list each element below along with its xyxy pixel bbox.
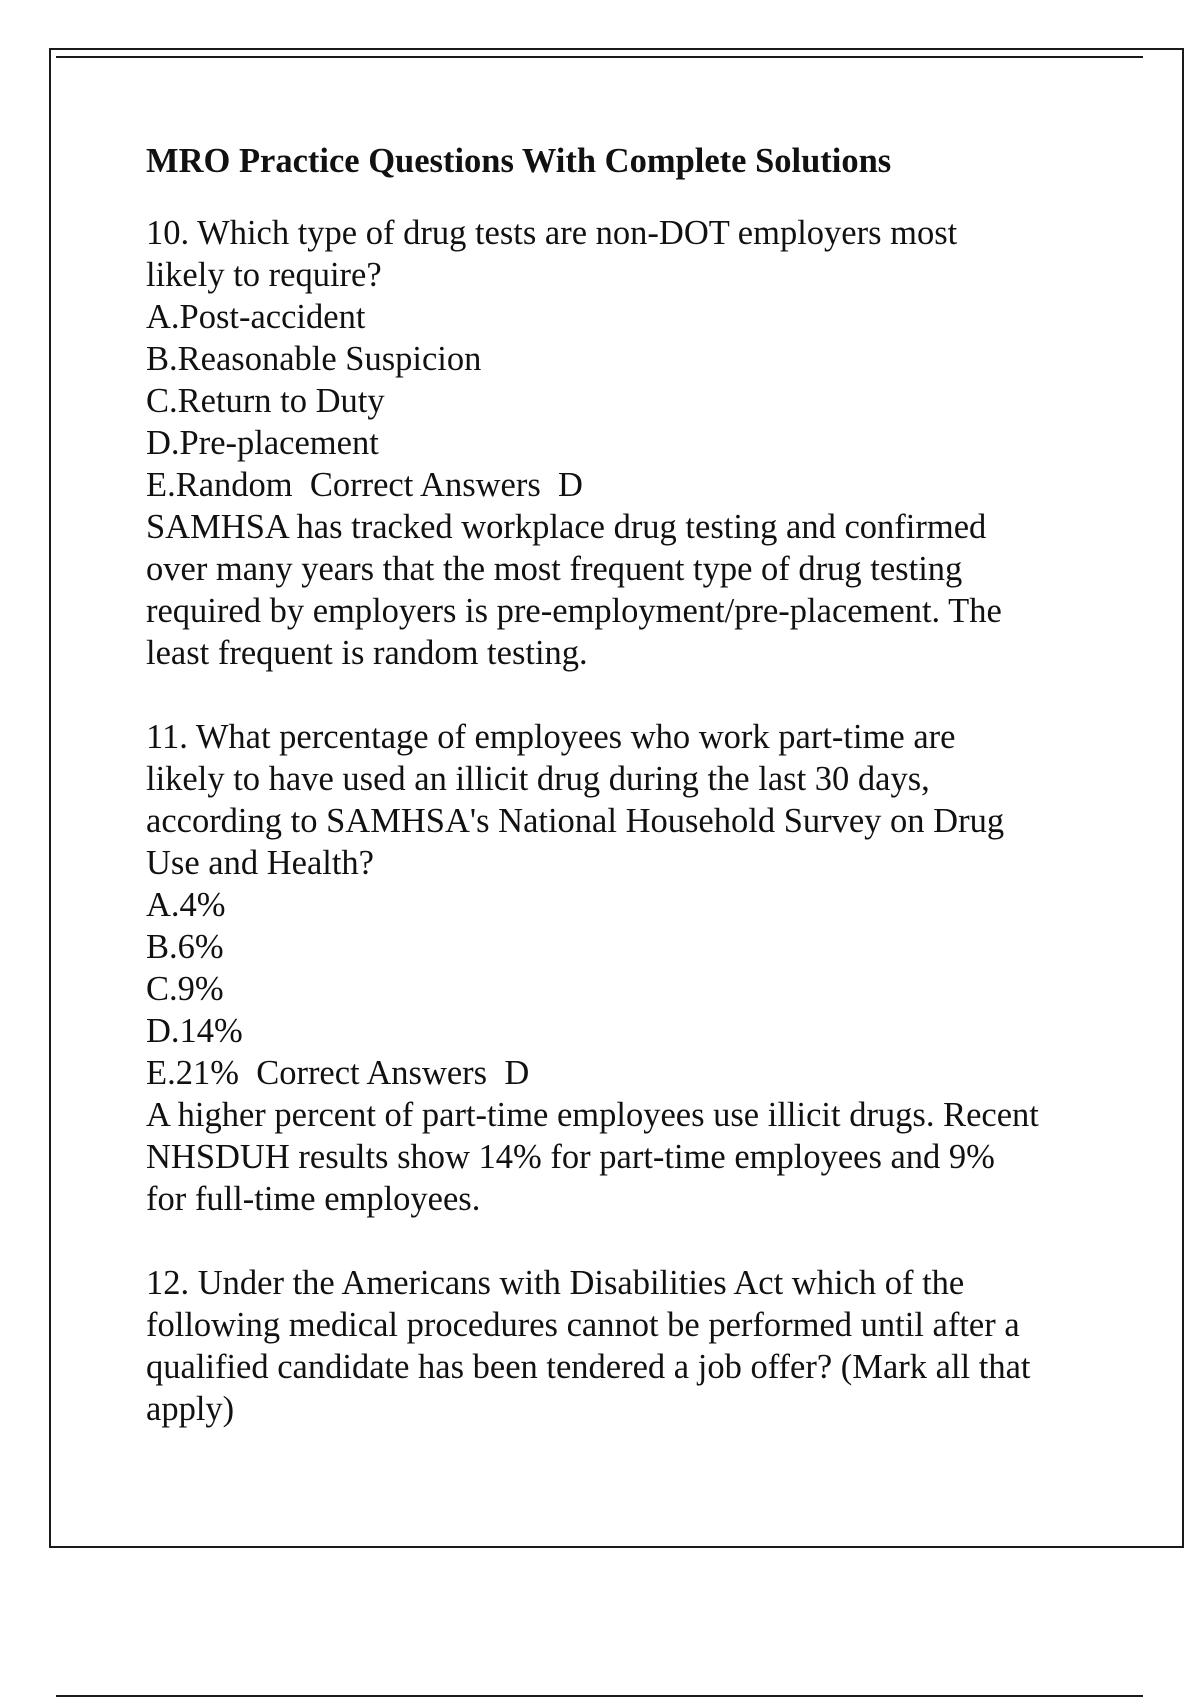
question-text: following medical procedures cannot be performed until after a	[146, 1306, 1020, 1344]
answer-option: D.Pre-placement	[146, 424, 379, 462]
document-content	[146, 140, 1106, 1472]
question-10	[146, 212, 1106, 674]
explanation-text: required by employers is pre-employment/pre-placement. The	[146, 592, 1002, 630]
question-text: likely to have used an illicit drug during the last 30 days,	[146, 760, 930, 798]
explanation-text: for full-time employees.	[146, 1180, 481, 1218]
top-rule	[56, 56, 1143, 58]
answer-option: C.9%	[146, 970, 224, 1008]
answer-option: A.Post-accident	[146, 298, 366, 336]
document-title: MRO Practice Questions With Complete Solutions	[146, 142, 892, 180]
question-text: apply)	[146, 1390, 235, 1428]
answer-option: A.4%	[146, 886, 226, 924]
explanation-text: NHSDUH results show 14% for part-time employees and 9%	[146, 1138, 995, 1176]
answer-option: B.6%	[146, 928, 224, 966]
explanation-text: over many years that the most frequent type of drug testing	[146, 550, 963, 588]
question-text: 10. Which type of drug tests are non-DOT employers most	[146, 214, 958, 252]
question-text: likely to require?	[146, 256, 382, 294]
answer-option: C.Return to Duty	[146, 382, 385, 420]
bottom-rule	[56, 1695, 1143, 1697]
question-text: 12. Under the Americans with Disabilities Act which of the	[146, 1264, 965, 1302]
answer-option: D.14%	[146, 1012, 243, 1050]
answer-option-with-correct-answer: E.21% Correct Answers D	[146, 1054, 530, 1092]
question-11	[146, 716, 1106, 1220]
explanation-text: least frequent is random testing.	[146, 634, 588, 672]
question-text: qualified candidate has been tendered a job offer? (Mark all that	[146, 1348, 1031, 1386]
explanation-text: SAMHSA has tracked workplace drug testing and confirmed	[146, 508, 987, 546]
explanation-text: A higher percent of part-time employees use illicit drugs. Recent	[146, 1096, 1039, 1134]
question-text: Use and Health?	[146, 844, 374, 882]
question-12	[146, 1262, 1106, 1430]
answer-option: B.Reasonable Suspicion	[146, 340, 482, 378]
answer-option-with-correct-answer: E.Random Correct Answers D	[146, 466, 583, 504]
question-text: 11. What percentage of employees who work part-time are	[146, 718, 956, 756]
question-text: according to SAMHSA's National Household Survey on Drug	[146, 802, 1005, 840]
